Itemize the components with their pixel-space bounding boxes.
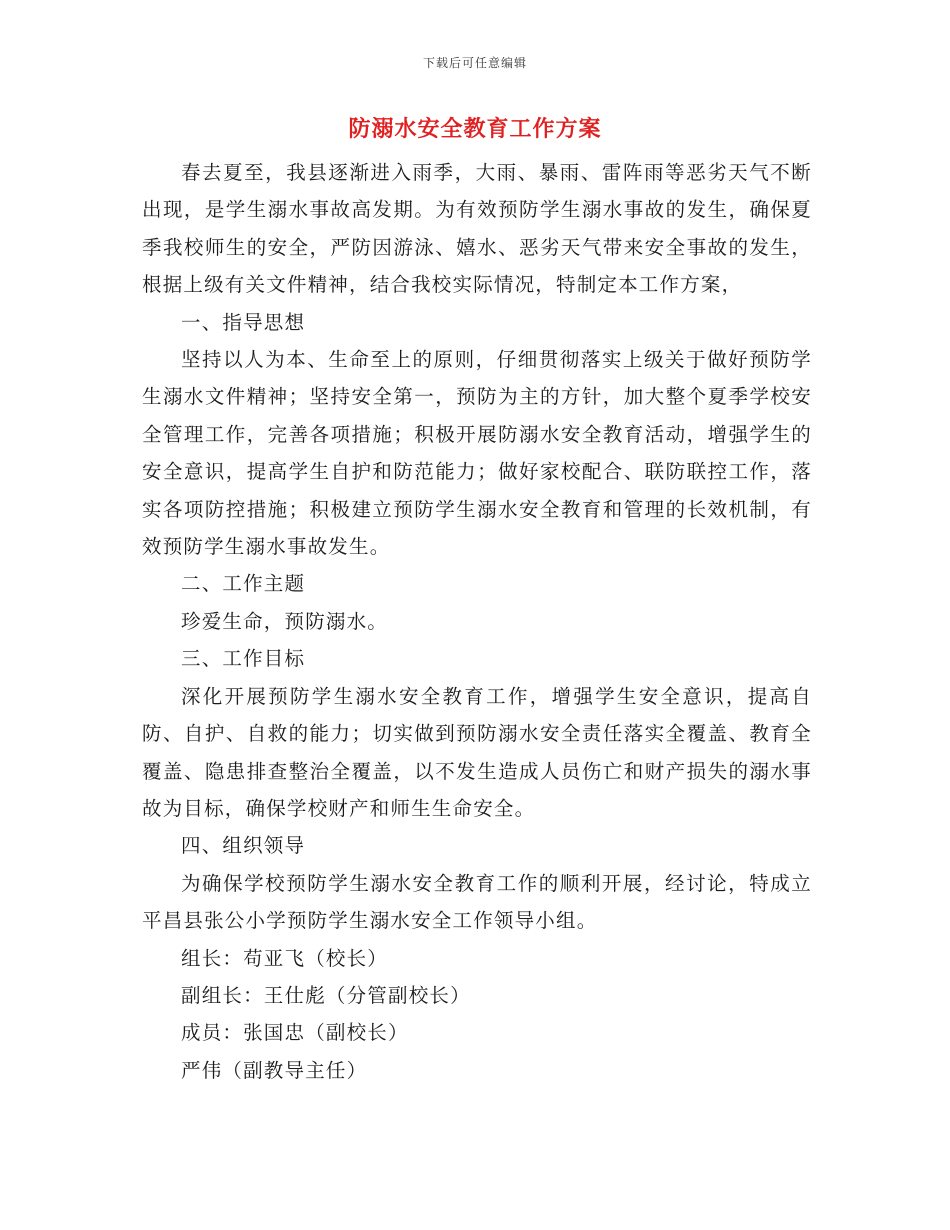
- section-heading-guiding-thought: 一、指导思想: [181, 310, 306, 334]
- leader-line: 组长：苟亚飞（校长）: [181, 946, 389, 970]
- header-note: 下载后可任意编辑: [422, 56, 527, 70]
- work-theme-paragraph: 珍爱生命，预防溺水。: [181, 609, 389, 633]
- organization-paragraph: 为确保学校预防学生溺水安全教育工作的顺利开展，经讨论，特成立平昌县张公小学预防学生溺水安全工作领导小组。: [142, 871, 812, 933]
- member-line: 成员：张国忠（副校长）: [181, 1021, 409, 1045]
- member-line-2: 严伟（副教导主任）: [181, 1058, 368, 1082]
- section-heading-organization: 四、组织领导: [181, 834, 306, 858]
- document-title: 防溺水安全教育工作方案: [348, 116, 602, 142]
- section-heading-work-goals: 三、工作目标: [181, 647, 306, 671]
- section-heading-work-theme: 二、工作主题: [181, 572, 306, 596]
- document-body: [142, 154, 812, 1089]
- work-goals-paragraph: 深化开展预防学生溺水安全教育工作，增强学生安全意识，提高自防、自护、自救的能力；切实做到预防溺水安全责任落实全覆盖、教育全覆盖、隐患排查整治全覆盖，以不发生造成人员伤亡和财产损失的溺水事故为目标，确保学校财产和师生生命安全。: [142, 684, 812, 820]
- guiding-thought-paragraph: 坚持以人为本、生命至上的原则，仔细贯彻落实上级关于做好预防学生溺水文件精神；坚持安全第一，预防为主的方针，加大整个夏季学校安全管理工作，完善各项措施；积极开展防溺水安全教育活动，增强学生的安全意识，提高学生自护和防范能力；做好家校配合、联防联控工作，落实各项防控措施；积极建立预防学生溺水安全教育和管理的长效机制，有效预防学生溺水事故发生。: [142, 348, 812, 559]
- deputy-leader-line: 副组长：王仕彪（分管副校长）: [181, 983, 471, 1007]
- intro-paragraph: 春去夏至，我县逐渐进入雨季，大雨、暴雨、雷阵雨等恶劣天气不断出现，是学生溺水事故高发期。为有效预防学生溺水事故的发生，确保夏季我校师生的安全，严防因游泳、嬉水、恶劣天气带来安全事故的发生，根据上级有关文件精神，结合我校实际情况，特制定本工作方案，: [142, 161, 812, 297]
